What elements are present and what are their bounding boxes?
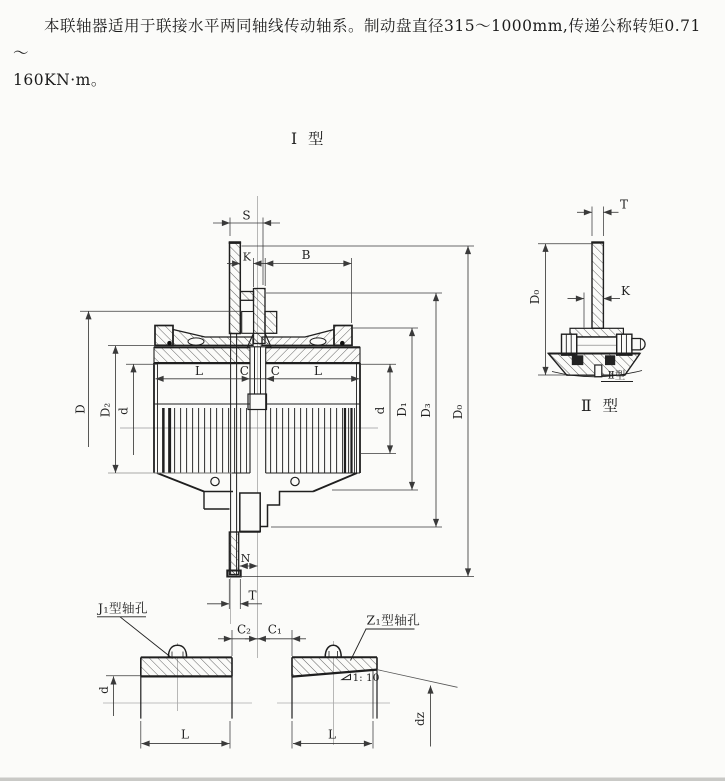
dim-label-d-cap: D [73, 404, 88, 414]
dim-label-d-left: d [116, 407, 131, 415]
fig2-disc-label: Ⅱ型 [607, 369, 626, 382]
fig2-hex-nut-right [617, 334, 632, 355]
fig2-clamp-plate [570, 328, 623, 337]
center-key-block [248, 394, 267, 410]
dim-label-c-left: C [239, 364, 249, 378]
disc-hub-arm [240, 292, 253, 301]
dim-label-t: T [248, 588, 257, 603]
dim-label-c-right: C [270, 364, 280, 378]
hub-band-right [266, 347, 360, 363]
shaft-end-cap-right [265, 312, 277, 334]
fig1-structure [154, 242, 360, 577]
dim-label-c1: C₁ [267, 622, 282, 637]
z1-title: Z₁型轴孔 [366, 612, 421, 628]
brake-disc-upper [230, 242, 241, 334]
z1-taper-extension [377, 670, 458, 688]
shaft-end-cap-left [242, 312, 254, 334]
j1-title: J₁型轴孔 [98, 600, 149, 616]
scan-edge [0, 778, 725, 781]
dim-label-d3: D₃ [419, 403, 433, 418]
j1-plug-dome [168, 645, 186, 657]
gear-teeth-left [160, 408, 247, 473]
fig2-dim-label-t: T [619, 197, 629, 212]
z1-leader-line [351, 629, 367, 661]
fig2-dim-label-d0: D₀ [528, 289, 542, 305]
j1-hub-section [141, 645, 232, 718]
fig2-brake-disc [592, 242, 603, 328]
fig2-dim-label-k: K [621, 284, 630, 298]
detail-structures [141, 645, 458, 718]
j1-dim-label-l: L [181, 727, 189, 742]
gear-teeth-right [268, 408, 355, 473]
dim-label-n: N [240, 552, 251, 565]
fig2-labels [528, 198, 633, 416]
dim-label-c2: C₂ [237, 622, 251, 637]
z1-taper-label: 1: 10 [352, 671, 380, 684]
z1-plug-dome [325, 645, 341, 657]
lube-hole-right [291, 477, 299, 485]
lube-hole-left [211, 477, 219, 485]
fig2-bolt-tip [632, 339, 645, 350]
brake-disc-foot [227, 571, 240, 577]
fig2-cone-hub [548, 354, 640, 376]
fig2-center-stem [595, 365, 602, 377]
fig1-dim-labels [74, 209, 466, 603]
intro-line-1: 本联轴器适用于联接水平两同轴线传动轴系。制动盘直径315～1000mm,传递公称转矩0.71～ [13, 17, 701, 62]
hub-band-left [154, 347, 250, 363]
fig2-structure [548, 242, 645, 377]
dim-label-b: B [301, 248, 311, 262]
dim-label-k: K [242, 250, 251, 264]
intro-line-2: 160KN·m。 [13, 71, 107, 89]
j1-leader-line [120, 617, 173, 659]
z1-dim-label-l: L [328, 727, 336, 742]
fig2-caption: Ⅱ 型 [581, 397, 621, 415]
intro-paragraph [13, 13, 711, 94]
dim-label-d0: D₀ [451, 404, 465, 420]
dim-label-l-right: L [314, 364, 322, 378]
dim-label-s: S [242, 208, 251, 223]
oring-right [340, 341, 345, 346]
fig2-hex-nut-left [562, 334, 577, 355]
dim-label-d2: D₂ [98, 402, 113, 418]
fig2-damper-right [605, 355, 615, 365]
shaft-end-left [240, 493, 260, 532]
taper-symbol [342, 674, 351, 679]
oring-left [167, 341, 172, 346]
dim-label-l-left: L [195, 364, 203, 378]
dim-label-d1: D₁ [395, 402, 409, 417]
j1-dim-label-d: d [97, 686, 111, 694]
seal-ring-left [188, 338, 204, 345]
brake-disc-lower [229, 532, 238, 575]
fig2-damper-left [572, 355, 584, 365]
seal-ring-right [310, 338, 326, 345]
z1-dim-label-dz: dz [413, 711, 427, 727]
fig1-caption: Ⅰ 型 [291, 130, 327, 148]
detail-dimensions [106, 630, 431, 749]
dim-label-d-right: d [373, 406, 387, 415]
